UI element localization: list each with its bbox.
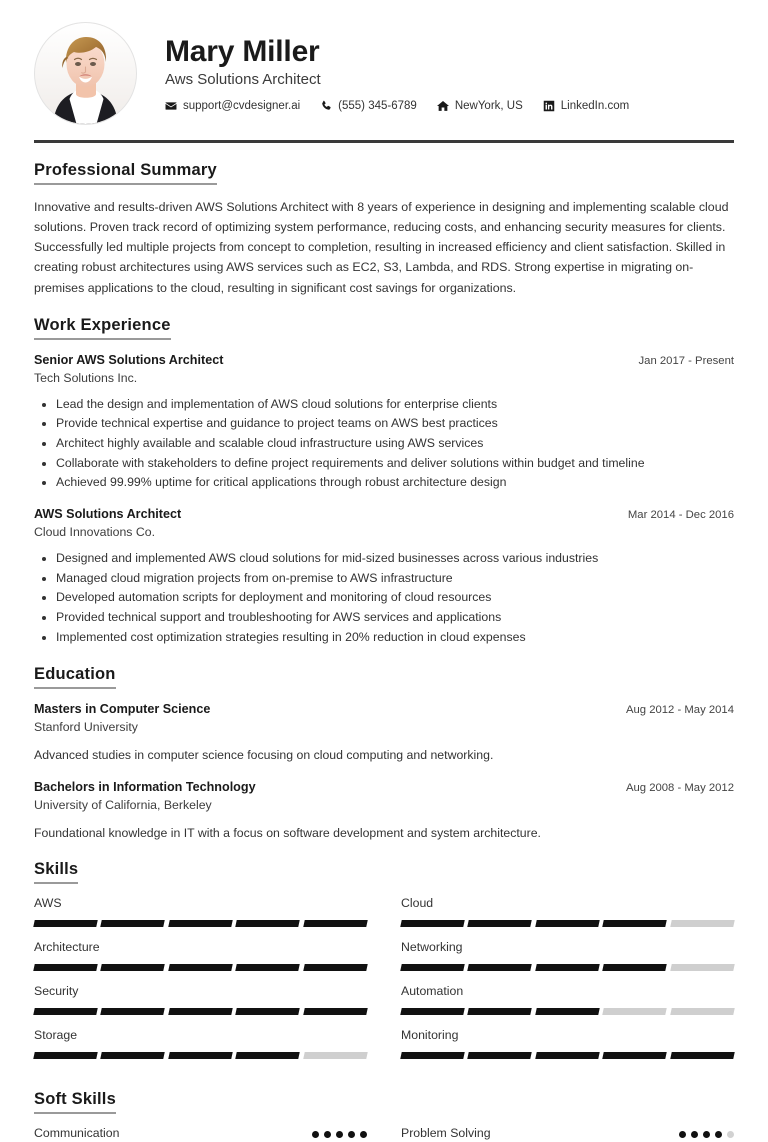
skill-segment (235, 920, 300, 927)
work-bullet: • Achieved 99.99% uptime for critical applications through robust architecture design (56, 473, 734, 492)
skill-label: Networking (401, 940, 463, 955)
education-degree: Masters in Computer Science (34, 702, 211, 717)
soft-skill-label: Communication (34, 1126, 120, 1141)
skill-segment (602, 964, 667, 971)
work-entry (34, 352, 734, 492)
skill-segment (33, 1008, 98, 1015)
skill-segment (33, 964, 98, 971)
work-entry (34, 506, 734, 646)
skill-item (34, 940, 367, 984)
skill-level-bar (401, 1052, 734, 1059)
skill-item (34, 1028, 367, 1072)
section-education (34, 647, 734, 842)
section-skills (34, 842, 734, 1072)
skill-level-bar (34, 964, 367, 971)
soft-skill-grid (34, 1116, 734, 1142)
skill-label: Architecture (34, 940, 100, 955)
skill-segment (303, 1052, 368, 1059)
education-school: Stanford University (34, 720, 138, 735)
contact-phone-text: (555) 345-6789 (338, 99, 417, 112)
rating-dot (691, 1131, 698, 1138)
rating-dot (324, 1131, 331, 1138)
work-bullet: • Provide technical expertise and guidance to project teams on AWS best practices (56, 414, 734, 433)
avatar (34, 22, 137, 125)
contact-phone[interactable] (320, 100, 417, 112)
skill-label: Cloud (401, 896, 434, 911)
skill-segment (235, 964, 300, 971)
section-work-experience (34, 298, 734, 647)
resume-header (34, 0, 734, 131)
phone-icon (320, 100, 332, 112)
skill-segment (101, 1008, 166, 1015)
section-soft-skills (34, 1072, 734, 1142)
education-description: Foundational knowledge in IT with a focus on software development and system architecture. (34, 825, 541, 840)
work-bullet: • Implemented cost optimization strategies resulting in 20% reduction in cloud expenses (56, 628, 734, 647)
education-degree: Bachelors in Information Technology (34, 779, 256, 794)
rating-dot (679, 1131, 686, 1138)
work-role: AWS Solutions Architect (34, 507, 182, 522)
skill-segment (303, 1008, 368, 1015)
skill-label: Security (34, 984, 79, 999)
skill-level-bar (34, 1052, 367, 1059)
work-bullet: • Architect highly available and scalable cloud infrastructure using AWS services (56, 434, 734, 453)
education-entry (34, 779, 734, 842)
skill-segment (535, 920, 600, 927)
skill-segment (468, 1052, 533, 1059)
contact-email-text: support@cvdesigner.ai (183, 99, 301, 112)
section-title-skills: Skills (34, 860, 78, 884)
skill-level-bar (401, 964, 734, 971)
section-title-education: Education (34, 665, 116, 689)
skill-segment (468, 920, 533, 927)
education-school: University of California, Berkeley (34, 797, 212, 812)
work-bullet: • Designed and implemented AWS cloud solutions for mid-sized businesses across various industries (56, 549, 734, 568)
skill-segment (101, 964, 166, 971)
skill-segment (468, 1008, 533, 1015)
skill-segment (602, 1052, 667, 1059)
skill-segment (33, 920, 98, 927)
skill-item (401, 984, 734, 1028)
summary-text: Innovative and results-driven AWS Solutions Architect with 8 years of experience in designing and implementing scalable cloud solutions. Proven track record of optimizing system performance, reducing costs, and enhancing security measures for clients. Successfully led multiple projects from concept to completion, resulting in increased efficiency and client satisfaction. Skilled in creating robust architectures using AWS services such as EC2, S3, Lambda, and RDS. Strong expertise in migrating on-premises applications to the cloud, resulting in significant cost savings for organizations. (34, 200, 729, 295)
skill-segment (168, 920, 233, 927)
work-dates: Jan 2017 - Present (638, 354, 734, 367)
work-bullet: • Lead the design and implementation of AWS cloud solutions for enterprise clients (56, 395, 734, 414)
rating-dot (703, 1131, 710, 1138)
skill-item (401, 896, 734, 940)
skill-label: Storage (34, 1028, 78, 1043)
work-company: Cloud Innovations Co. (34, 525, 155, 540)
contact-location-text: NewYork, US (454, 99, 523, 112)
candidate-name: Mary Miller (165, 34, 320, 68)
rating-dot (348, 1131, 355, 1138)
work-bullet: • Collaborate with stakeholders to define project requirements and deliver solutions within budget and timeline (56, 454, 734, 473)
skill-segment (33, 1052, 98, 1059)
work-bullet: • Developed automation scripts for deployment and monitoring of cloud resources (56, 588, 734, 607)
skill-segment (602, 1008, 667, 1015)
skill-item (34, 984, 367, 1028)
skill-label: Monitoring (401, 1028, 459, 1043)
section-title-work: Work Experience (34, 316, 171, 340)
rating-dot (336, 1131, 343, 1138)
contact-linkedin-text: LinkedIn.com (560, 99, 630, 112)
work-bullets (34, 549, 734, 646)
soft-skill-item (34, 1116, 367, 1142)
linkedin-icon (543, 100, 555, 112)
skill-segment (400, 920, 465, 927)
section-title-soft-skills: Soft Skills (34, 1090, 116, 1114)
envelope-icon (165, 100, 177, 112)
skill-label: AWS (34, 896, 62, 911)
skill-segment (303, 964, 368, 971)
rating-dot (715, 1131, 722, 1138)
skill-segment (468, 964, 533, 971)
work-dates: Mar 2014 - Dec 2016 (627, 509, 734, 522)
skill-item (34, 896, 367, 940)
work-bullets (34, 395, 734, 492)
soft-skill-item (401, 1116, 734, 1142)
work-bullet: • Managed cloud migration projects from on-premise to AWS infrastructure (56, 569, 734, 588)
section-title-summary: Professional Summary (34, 161, 217, 185)
skill-segment (235, 1008, 300, 1015)
skill-segment (535, 1052, 600, 1059)
education-dates: Aug 2008 - May 2012 (625, 781, 734, 794)
contact-linkedin[interactable] (543, 100, 629, 112)
education-description: Advanced studies in computer science focusing on cloud computing and networking. (34, 748, 494, 763)
skill-segment (400, 964, 465, 971)
skill-level-bar (34, 920, 367, 927)
contact-email[interactable] (165, 100, 300, 112)
soft-skill-rating (679, 1131, 734, 1138)
skill-level-bar (401, 1008, 734, 1015)
skill-grid (34, 896, 734, 1072)
skill-label: Automation (401, 984, 464, 999)
education-entry (34, 701, 734, 764)
skill-segment (101, 920, 166, 927)
skill-segment (400, 1008, 465, 1015)
skill-segment (535, 1008, 600, 1015)
skill-segment (168, 1052, 233, 1059)
contact-location[interactable] (437, 100, 523, 112)
skill-segment (535, 964, 600, 971)
education-dates: Aug 2012 - May 2014 (625, 704, 734, 717)
skill-item (401, 1028, 734, 1072)
skill-segment (670, 964, 735, 971)
skill-level-bar (401, 920, 734, 927)
skill-item (401, 940, 734, 984)
work-bullet: • Provided technical support and troubleshooting for AWS services and applications (56, 608, 734, 627)
skill-segment (602, 920, 667, 927)
rating-dot (727, 1131, 734, 1138)
skill-segment (670, 920, 735, 927)
section-professional-summary (34, 143, 734, 298)
candidate-headline: Aws Solutions Architect (165, 71, 321, 89)
skill-level-bar (34, 1008, 367, 1015)
skill-segment (168, 1008, 233, 1015)
rating-dot (312, 1131, 319, 1138)
skill-segment (670, 1008, 735, 1015)
contact-list (165, 100, 734, 112)
skill-segment (670, 1052, 735, 1059)
rating-dot (360, 1131, 367, 1138)
home-icon (437, 100, 449, 112)
soft-skill-rating (312, 1131, 367, 1138)
work-company: Tech Solutions Inc. (34, 370, 138, 385)
soft-skill-label: Problem Solving (401, 1126, 491, 1141)
skill-segment (400, 1052, 465, 1059)
skill-segment (235, 1052, 300, 1059)
skill-segment (168, 964, 233, 971)
skill-segment (303, 920, 368, 927)
skill-segment (101, 1052, 166, 1059)
work-role: Senior AWS Solutions Architect (34, 352, 224, 367)
identity-block (137, 35, 734, 113)
